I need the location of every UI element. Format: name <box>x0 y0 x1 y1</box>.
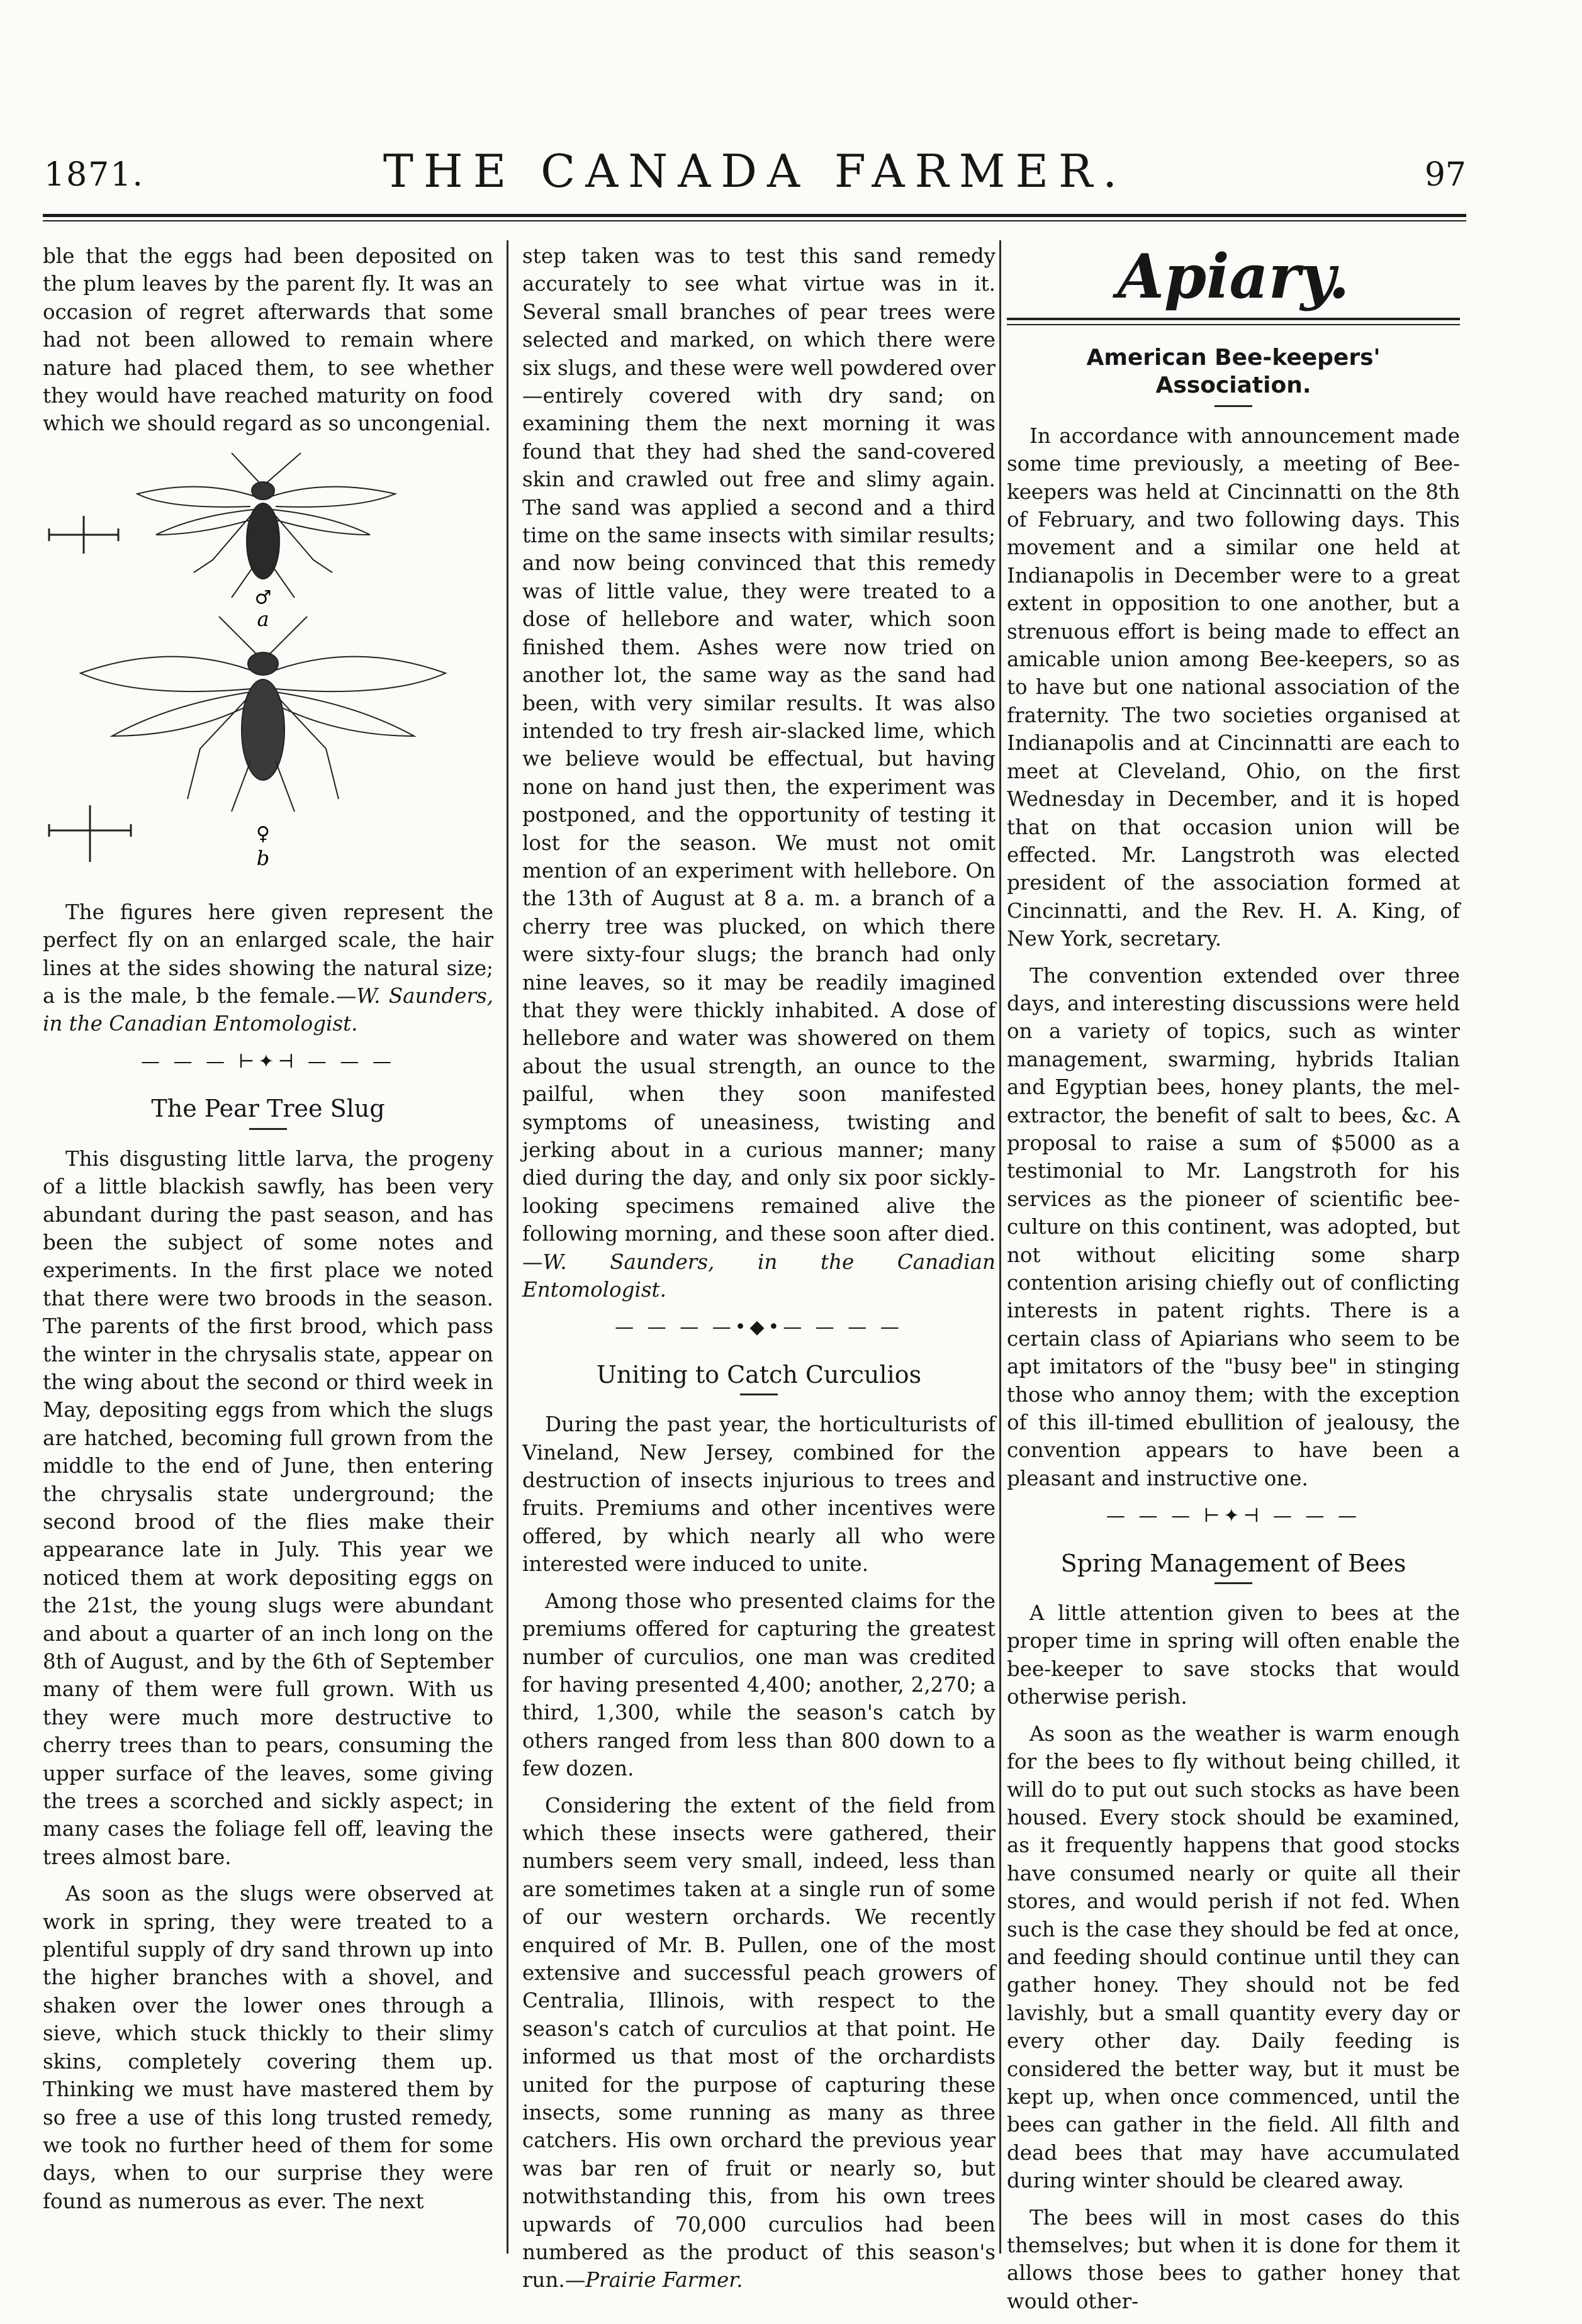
header-rule-thick <box>43 214 1466 217</box>
section-double-rule <box>1007 318 1460 325</box>
caption-credit: W. Saunders, in the Canadian Entomologist. <box>43 984 493 1036</box>
male-size-marker <box>49 516 118 554</box>
col3-paragraph: The bees will in most cases do this themselves; but when it is done for them it allows those bees to gather honey that would other- <box>1007 2205 1460 2313</box>
section-title-apiary: Apiary. <box>1117 241 1350 312</box>
heading-dash <box>740 1394 778 1395</box>
column-1 <box>43 242 493 2224</box>
heading-dash <box>1215 405 1252 407</box>
figure-label-male-sign: ♂ <box>254 586 272 609</box>
masthead-title: THE CANADA FARMER. <box>383 145 1128 198</box>
article-credit: Prairie Farmer. <box>585 2268 743 2293</box>
female-fly-drawing <box>81 617 446 812</box>
figure-label-female-sign: ♀ <box>256 822 270 845</box>
col2-paragraph: During the past year, the horticulturists of Vineland, New Jersey, combined for the destruction of insects injurious to trees and fruits. Premiums and other incentives were offered, by which nearly all who were interested were induced to unite. <box>522 1412 996 1577</box>
figure-label-b: b <box>256 846 270 870</box>
section-ornament: — — — ⊢✦⊣ — — — <box>1106 1505 1360 1528</box>
col2-paragraph-text: Considering the extent of the field from which these insects were gathered, their numbers seem very small, indeed, less than are sometimes taken at a single run of some of our western orchards. We recently enquired of Mr. B. Pullen, one of the most extensive and successful peach growers of Centralia, Illinois, with respect to the season's catch of curculios at that point. He informed us that most of the orchardists united for the purpose of capturing these insects, some running as many as three catchers. His own orchard the previous year was bar ren of fruit or nearly so, but notwithstanding this, from his own trees upwards of 70,000 curculios had been numbered as the product of this season's run.— <box>522 1793 996 2293</box>
col3-paragraph: A little attention given to bees at the proper time in spring will often enable the bee-keeper to save stocks that would otherwise perish. <box>1007 1601 1460 1709</box>
sawfly-figure <box>43 447 493 887</box>
page-number: 97 <box>1424 156 1466 194</box>
heading-uniting-curculios: Uniting to Catch Curculios <box>596 1360 922 1388</box>
section-ornament: — — — —•◆•— — — — <box>615 1316 903 1339</box>
heading-pear-tree-slug: The Pear Tree Slug <box>151 1095 385 1123</box>
figure-label-a: a <box>257 606 269 631</box>
page-header <box>44 145 1466 201</box>
col1-paragraph: ble that the eggs had been deposited on the plum leaves by the parent fly. It was an occasion of regret afterwards that some had not been allowed to remain where nature had placed them, to see whether they would have reached maturity on food which we should regard as so uncongenial. <box>43 244 493 436</box>
col3-paragraph: The convention extended over three days, and interesting discussions were held on a variety of topics, such as winter management, swarming, hybrids Italian and Egyptian bees, honey plants, the mel-extractor, the benefit of salt to bees, &c. A proposal to raise a sum of $5000 as a testimonial to Mr. Langstroth for his services as the pioneer of scientific bee-culture on this continent, was adopted, but not without eliciting some sharp contention arising chiefly out of conflicting interests in patent rights. There is a certain class of Apiarians who seem to be apt imitators of the "busy bee" in stinging those who annoy them; with the exception of this ill-timed ebullition of jealousy, the convention appears to have been a pleasant and instructive one. <box>1007 963 1460 1490</box>
header-year: 1871. <box>44 156 144 194</box>
column-divider-2 <box>999 240 1001 2254</box>
column-divider-1 <box>507 240 508 2254</box>
heading-bee-keepers-association: American Bee-keepers' Association. <box>1086 345 1381 399</box>
sawfly-illustration <box>43 447 493 887</box>
heading-dash <box>249 1128 287 1130</box>
caption-text: The figures here given represent the perfect fly on an enlarged scale, the hair lines at the sides showing the natural size; a is the male, b the female.— <box>43 900 493 1008</box>
section-ornament: — — — ⊢✦⊣ — — — <box>141 1050 395 1073</box>
col1-paragraph: As soon as the slugs were observed at work in spring, they were treated to a plentiful supply of dry sand thrown up into the higher branches with a shovel, and shaken over the lower ones through a sieve, which stuck thickly to their slimy skins, completely covering them up. Thinking we must have mastered them by so free a use of this long trusted remedy, we took no further heed of them for some days, when to our surprise they were found as numerous as ever. The next <box>43 1882 493 2213</box>
col2-paragraph <box>522 242 996 1304</box>
heading-dash <box>1215 1582 1252 1584</box>
column-2 <box>522 242 996 2303</box>
figure-caption <box>43 898 493 1038</box>
col1-paragraph: This disgusting little larva, the progeny of a little blackish sawfly, has been very abundant during the past season, and has been the subject of some notes and experiments. In the first place we noted that there were two broods in the season. The parents of the first brood, which pass the winter in the chrysalis state, appear on the wing about the second or third week in May, depositing eggs from which the slugs are hatched, becoming full grown from the middle to the end of June, then entering the chrysalis state underground; the second brood of the flies make their appearance late in July. This year we noticed them at work depositing eggs on the 21st, the young slugs were abundant and about a quarter of an inch long on the 8th of August, and by the 6th of September many of them were full grown. With us they were much more destructive to cherry trees than to pears, consuming the upper surface of the leaves, some giving the trees a scorched and sickly aspect; in many cases the foliage fell off, leaving the trees almost bare. <box>43 1146 493 1869</box>
heading-spring-management: Spring Management of Bees <box>1060 1549 1406 1577</box>
col3-paragraph: As soon as the weather is warm enough for the bees to fly without being chilled, it will do to put out such stocks as have been housed. Every stock should be examined, as it frequently happens that good stocks have consumed nearly or quite all their stores, and would perish if not fed. When such is the case they should be fed at once, and feeding should continue until they can gather honey. They should not be fed lavishly, but a small quantity every day or every other day. Daily feeding is considered the better way, but it must be kept up, when once commenced, until the bees can gather in the field. All filth and dead bees that may have accumulated during winter should be cleared away. <box>1007 1721 1460 2193</box>
male-fly-drawing <box>137 453 395 598</box>
female-size-marker <box>49 805 131 862</box>
col2-paragraph <box>522 1792 996 2294</box>
article-credit: W. Saunders, in the Canadian Entomologist. <box>522 1249 996 1302</box>
col2-paragraph-text: step taken was to test this sand remedy accurately to see what virtue was in it. Several small branches of pear trees were selected and marked, on which there were six slugs, and these were well powdered over—entirely covered with dry sand; on examining them the next morning it was found that they had shed the sand-covered skin and crawled out free and slimy again. The sand was applied a second and a third time on the same insects with similar results; and now being convinced that this remedy was of little value, they were treated to a dose of hellebore and water, which soon finished them. Ashes were now tried on another lot, the same way as the sand had been, with very similar results. It was also intended to try fresh air-slacked lime, which we believe would be effectual, but having none on hand just then, the experiment was postponed, and the opportunity of testing it lost for the season. We must not omit mention of an experiment with hellebore. On the 13th of August at 8 a. m. a branch of a cherry tree was plucked, on which there were sixty-four slugs; the branch had only nine leaves, so it may be readily imagined that they were thickly inhabited. A dose of hellebore and water was showered on them about the usual strength, an ounce to the pailful, when they soon manifested symptoms of uneasiness, twisting and jerking about in a curious manner; many died during the day, and only six poor sickly-looking specimens remained alive the following morning, and these soon after died.— <box>522 244 996 1274</box>
col2-paragraph: Among those who presented claims for the premiums offered for capturing the greatest number of curculios, one man was credited for having presented 4,400; another, 2,270; a third, 1,300, while the season's catch by others ranged from less than 800 down to a few dozen. <box>522 1589 996 1781</box>
col3-paragraph: In accordance with announcement made some time previously, a meeting of Bee-keepers was held at Cincinnatti on the 8th of February, and two following days. This movement and a similar one held at Indianapolis in December were to a great extent in opposition to one another, but a strenuous effort is being made to effect an amicable union among Bee-keepers, so as to have but one national association of the fraternity. The two societies organised at Indianapolis and at Cincinnatti are each to meet at Cleveland, Ohio, on the first Wednesday in December, and it is hoped that on that occasion union will be effected. Mr. Langstroth was elected president of the association formed at Cincinnatti, and the Rev. H. A. King, of New York, secretary. <box>1007 423 1460 951</box>
column-3 <box>1007 242 1460 2324</box>
header-rule-thin <box>43 220 1466 221</box>
